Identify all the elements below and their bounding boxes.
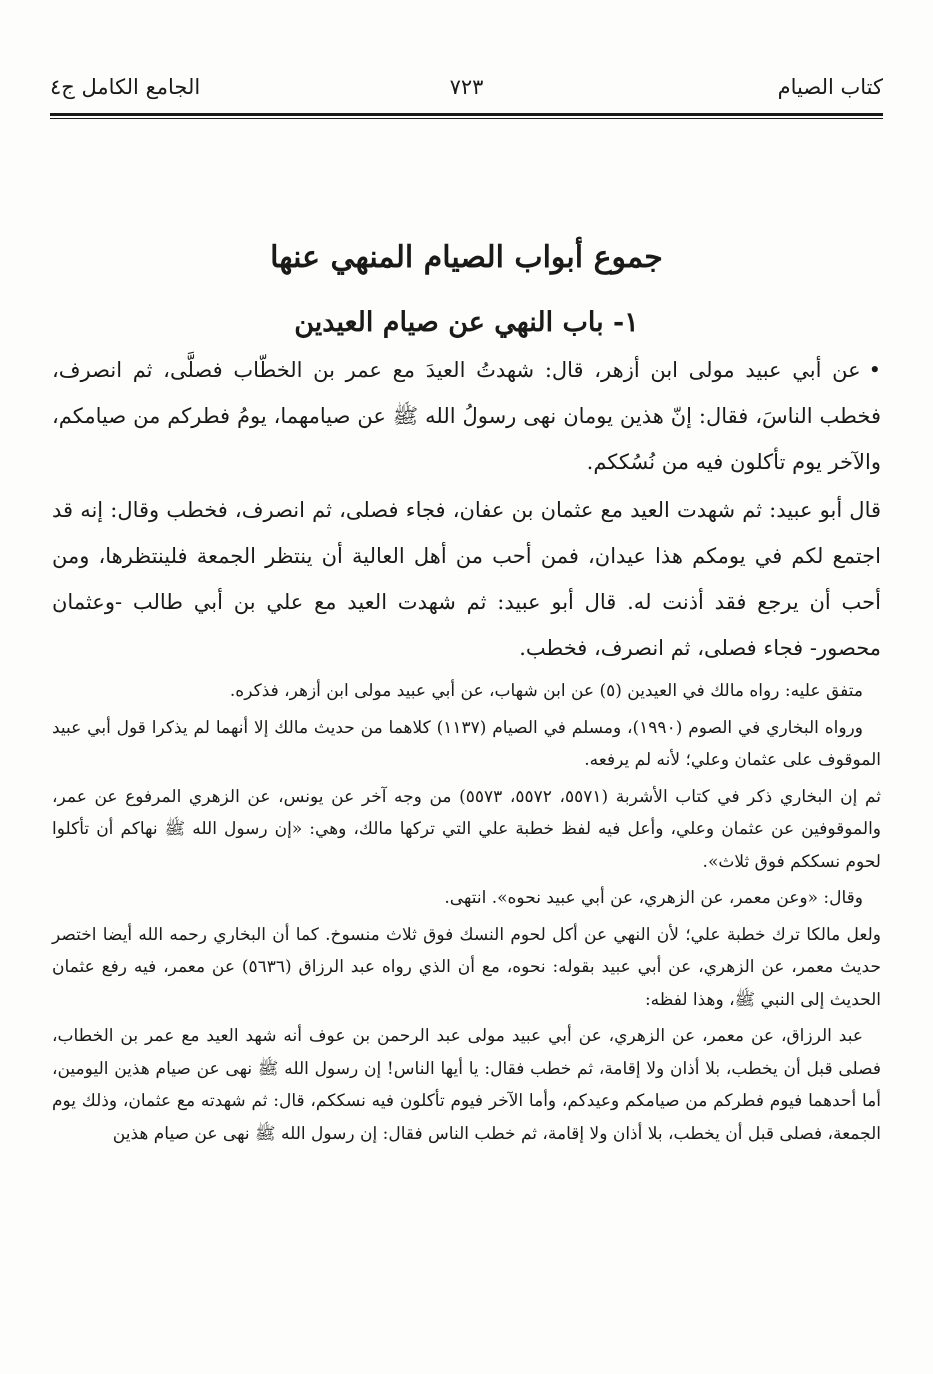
hadith-body: عن أبي عبيد مولى ابن أزهر، قال: شهدتُ العيدَ مع عمر بن الخطّاب فصلَّى، ثم انصرف، فخطب الناسَ، فقال: إنّ هذين يومان نهى رسولُ الله ﷺ عن صيامهما، يومُ فطركم من صيامكم، والآخر يوم تأكلون فيه من نُسُككم. — [52, 358, 881, 474]
footnote-paragraph: عبد الرزاق، عن معمر، عن الزهري، عن أبي عبيد مولى عبد الرحمن بن عوف أنه شهد العيد مع عمر بن الخطاب، فصلى قبل أن يخطب، بلا أذان ولا إقامة، ثم خطب فقال: يا أيها الناس! إن رسول الله ﷺ نهى عن صيام هذين اليومين، أما أحدهما فيوم فطركم من صيامكم وعيدكم، وأما الآخر فيوم تأكلون فيه نسككم، قال: ثم شهدته مع عثمان، وذلك يوم الجمعة، فصلى قبل أن يخطب، بلا أذان ولا إقامة، ثم خطب الناس فقال: إن رسول الله ﷺ نهى عن صيام هذين — [52, 1026, 881, 1144]
page-title: جموع أبواب الصيام المنهي عنها — [270, 240, 663, 275]
running-header — [50, 72, 883, 102]
footnote-paragraph: متفق عليه: رواه مالك في العيدين (٥) عن ابن شهاب، عن أبي عبيد مولى ابن أزهر، فذكره. — [229, 681, 863, 701]
bullet-icon: • — [868, 358, 881, 382]
hadith-text — [52, 347, 881, 485]
page-body — [52, 233, 881, 1150]
header-divider — [50, 113, 883, 116]
footnote-paragraph: ولعل مالكا ترك خطبة علي؛ لأن النهي عن أكل لحوم النسك فوق ثلاث منسوخ. كما أن البخاري رحمه الله أيضا اختصر حديث معمر، عن الزهري، عن أبي عبيد بقوله: نحوه، مع أن الذي رواه عبد الرزاق (٥٦٣٦) عن معمر، فيه رفع عثمان الحديث إلى النبي ﷺ، وهذا لفظه: — [52, 924, 881, 1010]
footnote-paragraph: ورواه البخاري في الصوم (١٩٩٠)، ومسلم في الصيام (١١٣٧) كلاهما من حديث مالك إلا أنهما لم يذكرا قول أبي عبيد الموقوف على عثمان وعلي؛ لأنه لم يرفعه. — [52, 717, 881, 770]
footnote-paragraph: ثم إن البخاري ذكر في كتاب الأشربة (٥٥٧١، ٥٥٧٢، ٥٥٧٣) من وجه آخر عن يونس، عن الزهري المرفوع عن عمر، والموقوفين عن عثمان وعلي، وأعل فيه لفظ خطبة علي التي تركها مالك، وهي: «إن رسول الله ﷺ نهاكم أن تأكلوا لحوم نسككم فوق ثلاث». — [52, 786, 881, 872]
chapter-name: كتاب الصيام — [777, 75, 883, 99]
hadith-continuation: قال أبو عبيد: ثم شهدت العيد مع عثمان بن عفان، فجاء فصلى، ثم انصرف، فخطب وقال: إنه قد اجتمع لكم في يومكم هذا عيدان، فمن أحب من أهل العالية أن ينتظر الجمعة فلينتظرها، ومن أحب أن يرجع فقد أذنت له. قال أبو عبيد: ثم شهدت العيد مع علي بن أبي طالب -وعثمان محصور- فجاء فصلى، ثم انصرف، فخطب. — [52, 498, 881, 660]
section-title: ١- باب النهي عن صيام العيدين — [294, 307, 639, 338]
book-name: الجامع الكامل ج٤ — [50, 75, 201, 99]
page-number: ٧٢٣ — [449, 75, 484, 99]
footnote-paragraph: وقال: «وعن معمر، عن الزهري، عن أبي عبيد نحوه». انتهى. — [444, 888, 863, 908]
header-divider-thin — [50, 118, 883, 119]
